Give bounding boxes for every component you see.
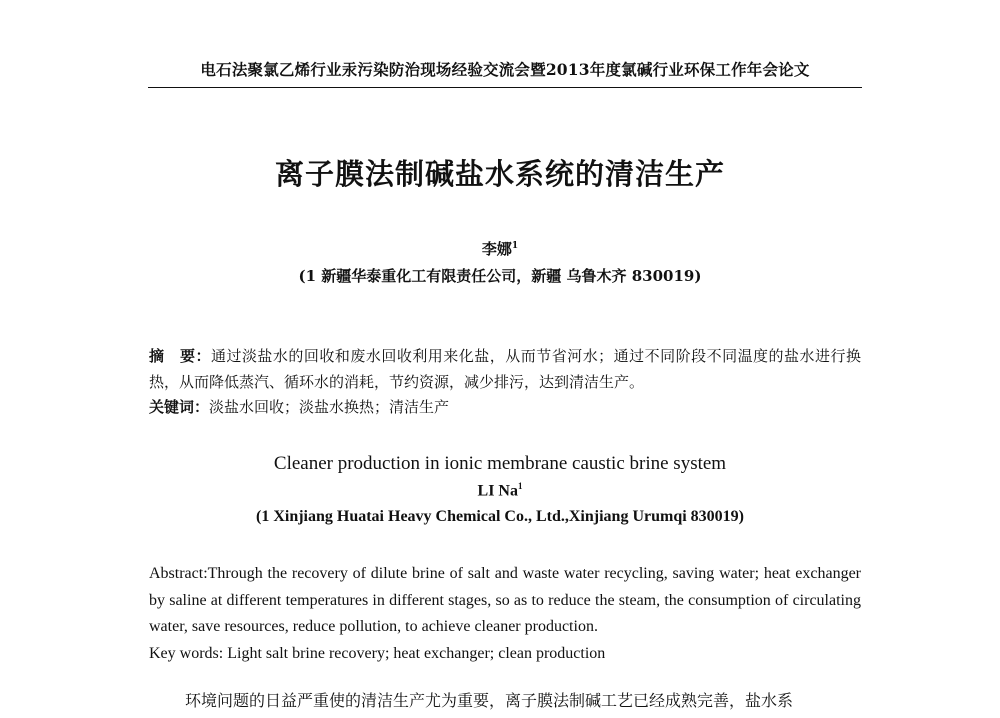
abstract-en-block <box>149 561 861 667</box>
keywords-en-label: Key words: <box>149 644 224 662</box>
abstract-cn-block <box>149 344 861 421</box>
author-en <box>0 481 1000 500</box>
author-sup-en: 1 <box>517 481 523 491</box>
abstract-cn-text: 通过淡盐水的回收和废水回收利用来化盐，从而节省河水；通过不同阶段不同温度的盐水进行换热，从而降低蒸汽、循环水的消耗，节约资源，减少排污，达到清洁生产。 <box>149 347 861 391</box>
affiliation-cn: (1 新疆华泰重化工有限责任公司，新疆 乌鲁木齐 830019) <box>298 267 702 285</box>
abstract-cn <box>149 344 861 395</box>
keywords-en <box>149 641 861 668</box>
author-name-cn: 李娜 <box>481 240 512 258</box>
author-sup-cn: 1 <box>511 241 519 251</box>
paper-title-en: Cleaner production in ionic membrane caustic brine system <box>273 453 727 474</box>
abstract-en-label: Abstract: <box>149 565 208 582</box>
abstract-en-text: Through the recovery of dilute brine of salt and waste water recycling, saving water; heat exchanger by saline at different temperatures in different stages, so as to reduce the steam, the consumption of circulating water, save resources, reduce pollution, to achieve cleaner production. <box>149 565 861 635</box>
author-name-en: LI Na <box>477 482 518 500</box>
header-rule <box>148 87 862 88</box>
keywords-en-text: Light salt brine recovery; heat exchanger; clean production <box>227 644 606 662</box>
abstract-cn-label: 摘 要： <box>149 347 211 365</box>
keywords-cn-label: 关键词： <box>149 398 210 416</box>
abstract-en <box>149 561 861 641</box>
running-header: 电石法聚氯乙烯行业汞污染防治现场经验交流会暨2013年度氯碱行业环保工作年会论文 <box>200 60 810 79</box>
affiliation-en: (1 Xinjiang Huatai Heavy Chemical Co., Ltd.,Xinjiang Urumqi 830019) <box>255 508 744 525</box>
body-paragraph: 环境问题的日益严重使的清洁生产尤为重要，离子膜法制碱工艺已经成熟完善，盐水系 <box>185 691 794 710</box>
keywords-cn <box>149 395 861 421</box>
keywords-cn-text: 淡盐水回收；淡盐水换热；清洁生产 <box>209 398 450 416</box>
author-cn <box>0 238 1000 259</box>
paper-title-cn: 离子膜法制碱盐水系统的清洁生产 <box>274 157 725 191</box>
